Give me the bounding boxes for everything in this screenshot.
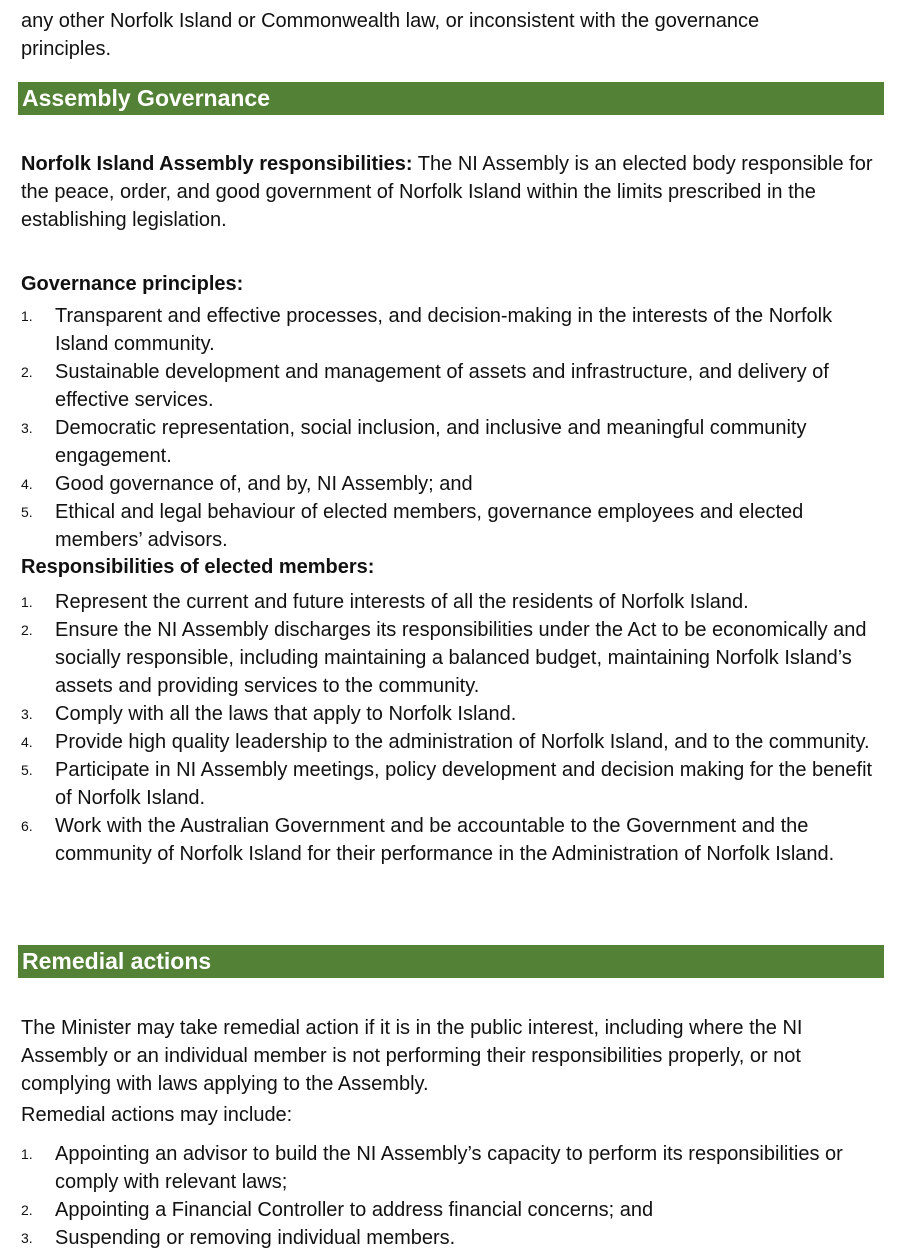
list-item-text: Transparent and effective processes, and decision-making in the interests of the Norfolk Island community.: [55, 305, 833, 355]
list-item-text: Democratic representation, social inclusion, and inclusive and meaningful community engagement.: [55, 417, 807, 467]
list-item: [21, 358, 878, 414]
list-item-text: Ethical and legal behaviour of elected members, governance employees and elected members’ advisors.: [55, 501, 804, 551]
assembly-responsibilities-paragraph: [21, 150, 878, 234]
list-number: 2.: [21, 1202, 33, 1218]
list-item-text: Good governance of, and by, NI Assembly; and: [55, 473, 473, 495]
remedial-paragraph: The Minister may take remedial action if it is in the public interest, including where the NI Assembly or an individual member is not performing their responsibilities properly, or not complying with laws applying to the Assembly.: [21, 1017, 803, 1095]
list-item: [21, 616, 878, 700]
list-item-text: Ensure the NI Assembly discharges its responsibilities under the Act to be economically and socially responsible, including maintaining a balanced budget, maintaining Norfolk Island’s assets and providing services to the community.: [55, 619, 867, 697]
remedial-actions-intro: Remedial actions may include:: [21, 1104, 293, 1126]
list-item: [21, 812, 878, 868]
assembly-responsibilities-label: Norfolk Island Assembly responsibilities:: [21, 153, 413, 175]
list-number: 3.: [21, 706, 33, 722]
list-number: 6.: [21, 818, 33, 834]
list-item-text: Suspending or removing individual members.: [55, 1227, 456, 1249]
list-item-text: Appointing an advisor to build the NI Assembly’s capacity to perform its responsibilities or comply with relevant laws;: [55, 1143, 843, 1193]
list-number: 1.: [21, 1146, 33, 1162]
list-item: [21, 756, 878, 812]
elected-members-list: [21, 588, 878, 868]
list-number: 5.: [21, 504, 33, 520]
list-item-text: Comply with all the laws that apply to Norfolk Island.: [55, 703, 517, 725]
list-item: [21, 498, 878, 554]
list-number: 1.: [21, 308, 33, 324]
list-item: [21, 414, 878, 470]
list-number: 2.: [21, 622, 33, 638]
governance-principles-heading: Governance principles:: [21, 273, 244, 295]
intro-line-1: any other Norfolk Island or Commonwealth law, or inconsistent with the governance: [21, 10, 760, 32]
list-item-text: Represent the current and future interests of all the residents of Norfolk Island.: [55, 591, 749, 613]
list-number: 4.: [21, 476, 33, 492]
list-number: 3.: [21, 1230, 33, 1246]
list-number: 1.: [21, 594, 33, 610]
list-item: [21, 1140, 878, 1196]
list-item-text: Provide high quality leadership to the administration of Norfolk Island, and to the community.: [55, 731, 870, 753]
list-item: [21, 1196, 878, 1224]
list-number: 2.: [21, 364, 33, 380]
list-number: 3.: [21, 420, 33, 436]
list-item-text: Sustainable development and management of assets and infrastructure, and delivery of effective services.: [55, 361, 829, 411]
list-item-text: Work with the Australian Government and be accountable to the Government and the community of Norfolk Island for their performance in the Administration of Norfolk Island.: [55, 815, 835, 865]
intro-line-2: principles.: [21, 38, 112, 60]
list-item-text: Appointing a Financial Controller to address financial concerns; and: [55, 1199, 654, 1221]
list-item-text: Participate in NI Assembly meetings, policy development and decision making for the benefit of Norfolk Island.: [55, 759, 873, 809]
list-number: 5.: [21, 762, 33, 778]
intro-paragraph: [21, 7, 878, 63]
list-item: [21, 1224, 878, 1252]
section-banner-remedial-actions: Remedial actions: [18, 945, 884, 978]
remedial-actions-list: [21, 1140, 878, 1252]
list-item: [21, 728, 878, 756]
section-banner-assembly-governance: Assembly Governance: [18, 82, 884, 115]
governance-principles-list: [21, 302, 878, 554]
assembly-responsibilities-text: The NI Assembly is an elected body responsible for the peace, order, and good government of Norfolk Island within the limits prescribed in the establishing legislation.: [21, 153, 873, 231]
elected-members-heading: Responsibilities of elected members:: [21, 556, 375, 578]
list-item: [21, 470, 878, 498]
list-number: 4.: [21, 734, 33, 750]
list-item: [21, 700, 878, 728]
list-item: [21, 588, 878, 616]
list-item: [21, 302, 878, 358]
